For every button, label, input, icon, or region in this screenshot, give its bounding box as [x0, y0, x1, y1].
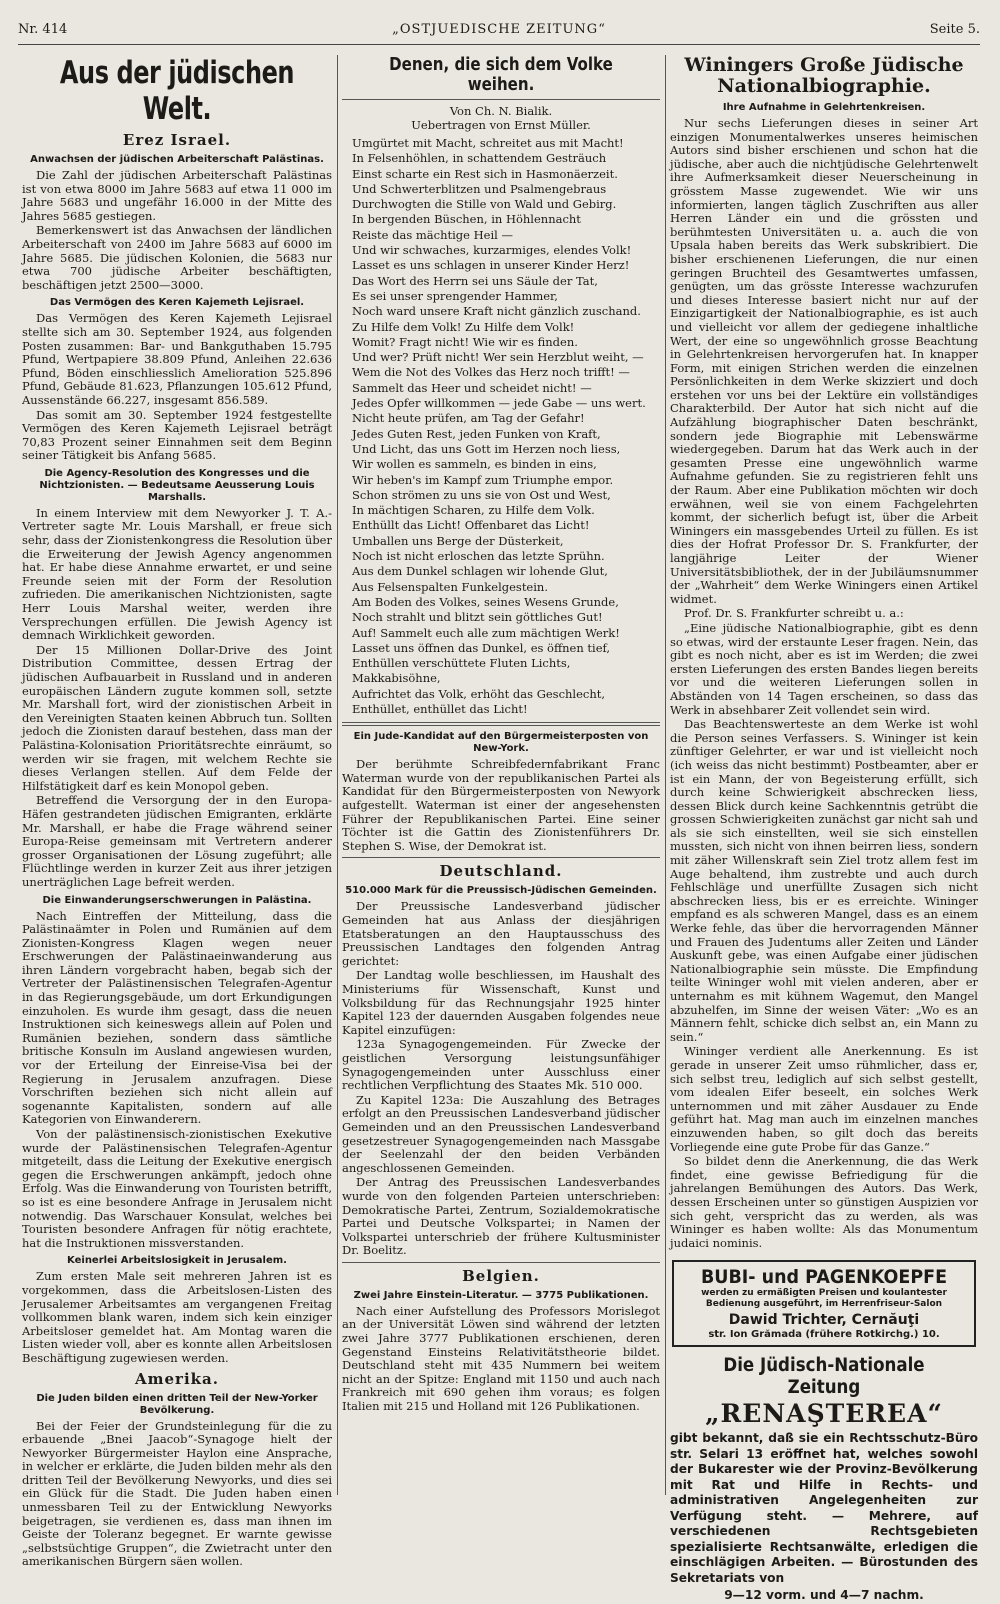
poem-line: Enthüllt das Licht! Offenbaret das Licht!: [352, 518, 590, 533]
paragraph: Der berühmte Schreibfedernfabrikant Franc Waterman wurde von der republikanischen Partei als Kandidat für den Bürgermeisterposten von Newyork aufgestellt. Waterman ist einer der angesehensten Führer der Republikanischen Partei. Eine seiner Töchter ist die Gattin des Zionistenführers Dr. Stephen S. Wise, der Demokrat ist.: [342, 757, 660, 853]
poem-line: Aus dem Dunkel schlagen wir lohende Glut,: [352, 564, 608, 579]
paragraph: Das Beachtenswerteste an dem Werke ist wohl die Person seines Verfassers. S. Wininger ist kein zünftiger Gelehrter, er war und ist vielleicht noch (ich weiss das nicht bestimmt) Postbeamter, aber er ist ein Mann, der von Begeisterung erfüllt, sich durch keine Schwierigkeit abschrecken liess, dessen Blick durch keine Sachkenntnis getrübt die grossen Schwierigkeiten zunächst gar nicht sah und als sie sich einstellten, weil sie sich einstellen mussten, sich nicht von ihnen beirren liess, sondern mit zäher Willenskraft sein Ziel trotz allem fest im Auge behaltend, ihm zustrebte und auch durch Fehlschläge und unerfüllte Zusagen sich nicht abschrecken liess, bis er es erreichte. Wininger empfand es als schweren Mangel, dass es an einem Werke fehle, das über die hervorragenden Männer und Frauen des Judentums aller Zeiten und Länder Auskunft gebe, was einen Aufgabe einer jüdischen Nationalbiographie sein müsste. Die Empfindung teilte Wininger wohl mit vielen anderen, aber er unternahm es mit kühnem Wagemut, den Mangel abzuhelfen, im Sinne der weisen Väter: „Wo es an Männern fehlt, schicke dich selbst an, ein Mann zu sein.“: [670, 717, 978, 1044]
poem-line: Wir heben's im Kampf zum Triumphe empor.: [352, 472, 614, 487]
section-erez-israel: Erez Israel.: [122, 131, 232, 149]
poem-line: Durchwogten die Stille von Wald und Gebirg.: [352, 197, 617, 212]
issue-number: Nr. 414: [18, 22, 68, 37]
poem-title: Denen, die sich dem Volke weihen.: [389, 55, 613, 95]
divider: [342, 1262, 660, 1263]
ad-friseur-title: BUBI- und PAGENKOEPFE: [700, 1266, 948, 1289]
poem-line: Wir wollen es sammeln, es binden in eins,: [352, 457, 597, 472]
poem-line: Lasset uns öffnen das Dunkel, es öffnen tief,: [352, 640, 611, 655]
article-wininger: [670, 117, 978, 1250]
poem-line: Reiste das mächtige Heil —: [352, 227, 513, 242]
headline-jude-kandidat: Ein Jude-Kandidat auf den Bürgermeisterposten von New-York.: [353, 731, 649, 755]
poem-line: Aus Felsenspalten Funkelgestein.: [352, 579, 548, 594]
poem-line: Womit? Fragt nicht! Wie wir es finden.: [352, 334, 578, 349]
column-divider-1: [337, 55, 338, 1495]
paragraph: In einem Interview mit dem Newyorker J. T. A.-Vertreter sagte Mr. Louis Marshall, er freue sich sehr, dass der Zionistenkongress die Resolution über die Erweiterung der Jewish Agency angenommen hat. Er habe diese Annahme erwartet, er und seine Freunde seien mit der Form der Resolution zufrieden. Die amerikanischen Nichtzionisten, sagte Herr Louis Marshal weiter, werden ihre Versprechungen erfüllen. Die Jewish Agency ist demnach Wirklichkeit geworden.: [22, 505, 332, 643]
poem-line: Das Wort des Herrn sei uns Säule der Tat,: [352, 273, 598, 288]
paragraph: Der Antrag des Preussischen Landesverbandes wurde von den folgenden Parteien unterschrieben: Demokratische Partei, Zentrum, Sozialdemokratische Partei und Deutsche Volkspartei; in Namen der Volkspartei unterschrieb der frühere Kultusminister Dr. Boelitz.: [342, 1175, 660, 1258]
paragraph: Der 15 Millionen Dollar-Drive des Joint Distribution Committee, dessen Ertrag der jüdischen Aufbauarbeit in Russland und in anderen europäischen Ländern zugute kommen soll, setzte Mr. Marshall fort, wird der zionistischen Arbeit in den Vereinigten Staaten keinen Abbruch tun. Sollten jedoch die Zionisten darauf bestehen, dass man der Palästina-Kolonisation Prioritätsrechte einräumt, so werden wir sie fragen, mit welchem Rechte sie dieses Verlangen stellen. Auf dem Felde der Hilfstätigkeit darf es kein Monopol geben.: [22, 642, 332, 793]
headline-einstein-literatur: Zwei Jahre Einstein-Literatur. — 3775 Publikationen.: [353, 1289, 649, 1301]
headline-agency-resolution: Die Agency-Resolution des Kongresses und die Nichtzionisten. — Bedeutsame Aeusserung Louis Marshalls.: [39, 467, 315, 503]
ad-friseur-address: str. Ion Grămada (frühere Rotkirchg.) 10.: [708, 1329, 940, 1341]
section-belgien: Belgien.: [462, 1266, 540, 1285]
column-3: [670, 54, 978, 1603]
article-preussische-gemeinden: [342, 900, 660, 1257]
poem-line: In mächtigen Scharen, zu Hilfe dem Volk.: [352, 503, 595, 518]
paragraph: Zu Kapitel 123a: Die Auszahlung des Betrages erfolgt an den Preussischen Landesverband jüdischer Gemeinden und an den Preussischen Landesverband gesetzestreuer Synagogengemeinden nach Massgabe der Seelenzahl der den beiden Verbänden angeschlossenen Gemeinden.: [342, 1092, 660, 1175]
main-headline: Aus der jüdischen Welt.: [59, 55, 295, 127]
ad-renasterea-title: Die Jüdisch-Nationale Zeitung: [723, 1355, 925, 1399]
poem-translator: Uebertragen von Ernst Müller.: [411, 118, 591, 132]
column-divider-2: [665, 55, 666, 1495]
section-amerika: Amerika.: [135, 1369, 219, 1388]
poem-line: Jedes Opfer willkommen — jede Gabe — uns wert.: [352, 396, 646, 411]
wininger-title-line-2: Nationalbiographie.: [717, 75, 931, 97]
poem-line: Und Schwerterblitzen und Psalmengebraus: [352, 181, 607, 196]
masthead-rule: [18, 44, 980, 45]
poem-body: [352, 136, 660, 717]
ad-friseur-line-2: Bedienung ausgeführt, im Herrenfriseur-Salon: [705, 1299, 943, 1310]
poem-author: Von Ch. N. Bialik.: [449, 104, 553, 118]
paper-name: „OSTJUEDISCHE ZEITUNG“: [392, 22, 606, 37]
poem-line: Nicht heute prüfen, am Tag der Gefahr!: [352, 411, 585, 426]
article-arbeitslosigkeit: [22, 1270, 332, 1365]
poem-line: Makkabisöhne,: [352, 671, 441, 686]
ad-friseur-name: Dawid Trichter, Cernăuţi: [728, 1312, 920, 1329]
advertisement-friseur: [672, 1260, 976, 1347]
column-2: [342, 55, 660, 1495]
poem-line: Einst scharte ein Rest sich in Hasmonäerzeit.: [352, 166, 618, 181]
paragraph: Der Preussische Landesverband jüdischer Gemeinden hat aus Anlass der diesjährigen Etatsberatungen an den Hauptausschuss des Preussischen Landtages den folgenden Antrag gerichtet:: [342, 899, 660, 968]
poem-line: Und wir schwaches, kurzarmiges, elendes Volk!: [352, 243, 632, 258]
paragraph: Das Vermögen des Keren Kajemeth Lejisrael stellte sich am 30. September 1924, aus folgenden Posten zusammen: Bar- und Bankguthaben 15.795 Pfund, Wertpapiere 38.809 Pfund, Anleihen 22.636 Pfund, Böden einschliesslich Amelioration 525.896 Pfund, Gebäude 81.623, Pflanzungen 105.612 Pfund, Aussenstände 66.227, insgesamt 856.589.: [22, 311, 332, 407]
poem-line: Wem die Not des Volkes das Herz noch trifft! —: [352, 365, 630, 380]
poem-line: Umgürtet mit Macht, schreitet aus mit Macht!: [352, 136, 624, 150]
paragraph: Der Landtag wolle beschliessen, im Haushalt des Ministeriums für Wissenschaft, Kunst und Volksbildung für das Rechnungsjahr 1925 hinter Kapitel 123 der dauernden Ausgaben folgendes neue Kapitel einzufügen:: [342, 968, 660, 1037]
headline-arbeitslosigkeit: Keinerlei Arbeitslosigkeit in Jerusalem.: [67, 1255, 287, 1267]
poem-line: Noch ist nicht erloschen das letzte Sprühn.: [352, 549, 605, 564]
ad-renasterea-hours: 9—12 vorm. und 4—7 nachm.: [724, 1588, 924, 1603]
article-arbeiterschaft: [22, 169, 332, 292]
divider: [342, 722, 660, 726]
poem-line: In Felsenhöhlen, in schattendem Gesträuch: [352, 151, 607, 166]
poem-line: Und wer? Prüft nicht! Wer sein Herzblut weiht, —: [352, 350, 644, 365]
headline-einwanderung: Die Einwanderungserschwerungen in Palästina.: [42, 894, 312, 906]
article-agency-resolution: [22, 507, 332, 890]
poem-line: Sammelt das Heer und scheidet nicht! —: [352, 380, 592, 395]
poem-line: Umballen uns Berge der Düsterkeit,: [352, 533, 564, 548]
ad-friseur-line-1: werden zu ermäßigten Preisen und koulantester: [701, 1288, 947, 1299]
article-new-york-juden: [22, 1420, 332, 1570]
poem-line: Aufrichtet das Volk, erhöht das Geschlecht,: [352, 686, 606, 701]
article-keren-kajemeth: [22, 312, 332, 463]
page-number: Seite 5.: [929, 22, 980, 37]
paragraph: So bildet denn die Anerkennung, die das Werk findet, eine gewisse Befriedigung für die jahrelangen Bemühungen des Autors. Das Werk, dessen Erscheinen unter so günstigen Auspizien vor sich geht, verspricht das zu werden, als was Wininger es haben wollte: Als das Monumentum judaici nominis.: [670, 1154, 978, 1250]
wininger-subtitle: Ihre Aufnahme in Gelehrtenkreisen.: [722, 102, 926, 113]
poem-line: In bergenden Büschen, in Höhlennacht: [352, 212, 581, 227]
paragraph: Nur sechs Lieferungen dieses in seiner Art einzigen Monumentalwerkes unseres heimischen Autors sind bisher erschienen und schon hat die jüdische, aber auch die nichtjüdische Gelehrtenwelt ihre Aufmerksamkeit dieser Neuerscheinung in grösstem Masse zugewendet. Wie wir uns informierten, langen täglich Zuschriften aus aller Herren Länder ein und die grössten und berühmtesten Universitäten u. a. auch die von Upsala haben bereits das Werk subskribiert. Die bisher erschienenen Lieferungen, die nur einen geringen Bruchteil des Gesamtwertes umfassen, genügten, um das grösste Interesse wachzurufen und dieses Interesse basiert nicht nur auf der Einzigartigkeit der Nationalbiographie, es ist auch und vielleicht vor allem der gediegene inhaltliche Wert, der eine so ungewöhnlich grosse Beachtung in Gelehrtenkreisen hervorgerufen hat. In knapper Form, mit einigen Strichen werden die einzelnen Persönlichkeiten in dem Werke skizziert und doch erstehen vor uns bei der Lektüre ein vollständiges Charakterbild. Der Autor hat sich nicht auf die Aufzählung biographischer Daten beschränkt, sondern jede Biographie mit Lebenswärme wiedergegeben. Darum hat das Werk auch in der gesamten Presse eine ungewöhnlich warme Aufnahme gefunden. Sie zu registrieren fehlt uns der Raum. Aber eine Publikation möchten wir doch erwähnen, weil sie von einem Fachgelehrten kommt, der sicherlich befugt ist, über die Arbeit Winingers ein massgebendes Urteil zu füllen. Es ist dies der Hofrat Professor Dr. S. Frankfurter, der langjährige Leiter der Wiener Universitätsbibliothek, der in der Jubiläumsnummer der „Wahrheit“ dem Werke Winingers einen Artikel widmet.: [670, 116, 978, 606]
paragraph: Nach einer Aufstellung des Professors Morislegot an der Universität Löwen sind während der letzten zwei Jahre 3777 Publikationen erschienen, deren Gegenstand Einsteins Relativitätstheorie bildet. Deutschland steht mit 435 Nummern bei weitem nicht an der Spitze: England mit 1150 und auch nach Frankreich mit 690 gehen ihm voraus; es folgen Italien mit 215 und Holland mit 126 Publikationen.: [342, 1303, 660, 1414]
headline-preussische-gemeinden: 510.000 Mark für die Preussisch-Jüdischen Gemeinden.: [345, 885, 657, 897]
poem-line: Noch ward unsere Kraft nicht gänzlich zuschand.: [352, 304, 641, 319]
paragraph: Von der palästinensisch-zionistischen Exekutive wurde der Palästinensischen Telegrafen-Agentur mitgeteilt, dass die Leitung der Exekutive energisch gegen die Erschwerungen ankämpft, jedoch ohne Erfolg. Was die Einwanderung von Touristen betrifft, so ist es eine besondere Anfrage in Jerusalem nicht notwendig. Das Warschauer Konsulat, welches bei Touristen besondere Anfragen für nötig erachtete, hat die Instruktionen missverstanden.: [22, 1127, 332, 1250]
paragraph: Wininger verdient alle Anerkennung. Es ist gerade in unserer Zeit umso rühmlicher, dass er, sich selbst treu, lediglich auf sich selbst gestellt, vom idealen Eifer beseelt, ein solches Werk unternommen und mit zäher Ausdauer zu Ende geführt hat. Mag man auch im einzelnen manches einzuwenden haben, so gilt doch das bereits Vorliegende eine gute Probe für das Ganze.“: [670, 1044, 978, 1154]
poem-line: Lasset es uns schlagen in unserer Kinder Herz!: [352, 258, 630, 273]
poem-line: Schon strömen zu uns sie von Ost und West,: [352, 487, 611, 502]
poem-line: Zu Hilfe dem Volk! Zu Hilfe dem Volk!: [352, 319, 575, 334]
article-einstein-literatur: [342, 1305, 660, 1414]
paragraph: „Eine jüdische Nationalbiographie, gibt es denn so etwas, wird der erstaunte Leser fragen. Nein, das gibt es noch nicht, aber es ist im Werden; die zwei ersten Lieferungen des ersten Bandes liegen bereits vor und die weiteren Lieferungen sollen in Abständen von 14 Tagen erscheinen, so dass das Werk in absehbarer Zeit vollendet sein wird.: [670, 620, 978, 717]
divider: [342, 857, 660, 858]
poem-line: Und Licht, das uns Gott im Herzen noch liess,: [352, 441, 621, 456]
paragraph: Betreffend die Versorgung der in den Europa-Häfen gestrandeten jüdischen Emigranten, erklärte Mr. Marshall, er habe die Frage während seiner Europa-Reise gemeinsam mit Vertretern anderer grosser Organisationen der Lösung zugeführt; alle Flüchtlinge werden in kurzer Zeit aus ihrer jetzigen unerträglichen Lage befreit werden.: [22, 793, 332, 889]
paragraph: Zum ersten Male seit mehreren Jahren ist es vorgekommen, dass die Arbeitslosen-Listen des Jerusalemer Arbeitsamtes am vergangenen Freitag vollkommen blank waren, indem sich kein einziger Arbeitsloser gemeldet hat. Am Montag waren die Listen wieder voll, aber es konnte allen Arbeitslosen Beschäftigung zugewiesen werden.: [22, 1269, 332, 1365]
wininger-title-line-1: Winingers Große Jüdische: [684, 54, 964, 76]
paragraph: Das somit am 30. September 1924 festgestellte Vermögen des Keren Kajemeth Lejisrael beträgt 70,83 Prozent seiner Einnahmen seit dem Beginn seiner Tätigkeit bis Anfang 5685.: [22, 407, 332, 463]
ad-renasterea-text: gibt bekannt, daß sie ein Rechtsschutz-Büro str. Selari 13 eröffnet hat, welches sowohl der Bukarester wie der Provinz-Bevölkerung mit Rat und Hilfe in Rechts- und administrativen Angelegenheiten zur Verfügung steht. — Mehrere, auf verschiedenen Rechtsgebieten spezialisierte Rechtsanwälte, erledigen die einschlägigen Arbeiten. — Bürostunden des Sekretariats von: [670, 1431, 978, 1585]
masthead: [18, 22, 980, 40]
paragraph: 123a Synagogengemeinden. Für Zwecke der geistlichen Versorgung leistungsunfähiger Synagogengemeinden unter Ausschluss einer rechtlichen Verpflichtung des Staates Mk. 510 000.: [342, 1037, 660, 1093]
ad-renasterea-name: „RENAŞTEREA“: [705, 1399, 943, 1429]
paragraph: Nach Eintreffen der Mitteilung, dass die Palästinaämter in Polen und Rumänien auf dem Zionisten-Kongress Klagen wegen neuer Erschwerungen der Palästinaeinwanderung aus ihren Ländern vorgebracht haben, begab sich der Vertreter der Palästinensischen Telegrafen-Agentur in das Regierungsgebäude, um dort Erkundigungen einzuholen. Es wurde ihm gesagt, dass die neuen Instruktionen sich keineswegs allein auf Polen und Rumänien beziehen, sondern dass sämtliche britische Konsuln im Ausland angewiesen wurden, vor der Erteilung der Einreise-Visa bei der Regierung in Jerusalem anzufragen. Diese Vorschriften beziehen sich nicht allein auf sogenannte Kapitalisten, sondern auf alle Kategorien von Einwanderern.: [22, 908, 332, 1127]
poem-line: Enthüllet, enthüllet das Licht!: [352, 701, 528, 716]
paragraph: Prof. Dr. S. Frankfurter schreibt u. a.:: [684, 606, 904, 621]
advertisement-renasterea: [670, 1355, 978, 1604]
headline-arbeiterschaft: Anwachsen der jüdischen Arbeiterschaft Palästinas.: [30, 154, 324, 165]
poem-line: Enthüllen verschüttete Fluten Lichts,: [352, 656, 571, 671]
paragraph: Bei der Feier der Grundsteinlegung für die zu erbauende „Bnei Jaacob“-Synagoge hielt der Newyorker Bürgermeister Haylon eine Ansprache, in welcher er erklärte, die Juden bilden mehr als den dritten Teil der Bevölkerung Newyorks, und dies sei ein Glück für die Stadt. Die Juden haben einen unmessbaren Teil zu der Entwicklung Newyorks beigetragen, sie verdienen es, dass man ihnen im Geiste der Toleranz begegnet. Er warnte gewisse „selbstsüchtige Gruppen“, die Zwietracht unter den amerikanischen Bürgern säen wollen.: [22, 1418, 332, 1569]
headline-keren-kajemeth: Das Vermögen des Keren Kajemeth Lejisrael.: [49, 297, 305, 309]
paragraph: Die Zahl der jüdischen Arbeiterschaft Palästinas ist von etwa 8000 im Jahre 5683 auf etwa 11 000 im Jahre 5683 und ungefähr 16.000 in der Mitte des Jahres 5685 gestiegen.: [22, 168, 332, 223]
article-einwanderung: [22, 910, 332, 1251]
headline-new-york-juden: Die Juden bilden einen dritten Teil der New-Yorker Bevölkerung.: [36, 1392, 318, 1416]
section-deutschland: Deutschland.: [439, 862, 563, 881]
article-jude-kandidat: [342, 758, 660, 853]
paragraph: Bemerkenswert ist das Anwachsen der ländlichen Arbeiterschaft von 2400 im Jahre 5683 auf 6000 im Jahre 5685. Die jüdischen Kolonien, die 5683 nur etwa 700 jüdische Arbeiter beschäftigten, beschäftigen jetzt 2500—3000.: [22, 223, 332, 292]
column-1: [22, 55, 332, 1569]
divider: [342, 99, 660, 100]
poem-line: Auf! Sammelt euch alle zum mächtigen Werk!: [352, 625, 620, 640]
poem-line: Jedes Guten Rest, jeden Funken von Kraft,: [352, 426, 601, 441]
poem-line: Am Boden des Volkes, seines Wesens Grunde,: [352, 594, 619, 609]
poem-line: Es sei unser sprengender Hammer,: [352, 288, 558, 303]
poem-line: Noch strahlt und blitzt sein göttliches Gut!: [352, 610, 603, 625]
